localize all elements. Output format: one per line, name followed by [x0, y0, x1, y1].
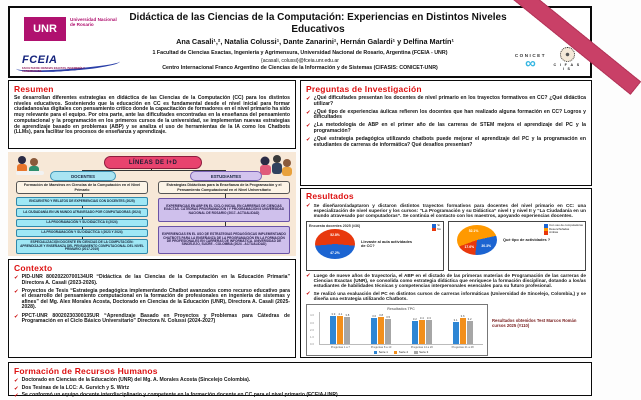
check-icon: ✔: [306, 291, 311, 298]
check-icon: ✔: [306, 137, 311, 144]
bar-wrapper: [344, 312, 350, 344]
section-resultados: [300, 188, 592, 358]
legend-label: No: [437, 226, 441, 231]
pregunta-text: ¿Qué estrategia pedagógica utilizando chatbots puede mejorar el aprendizaje del PC y la programación en estudiantes de carreras de informática? Qué desafíos presentan?: [313, 136, 586, 148]
resultado-text: Se diseñaron/adaptaron y dictaron distintos trayectos formativos para docentes del nivel primario en CC: una especialización de nivel superior y los cursos: “La Programación y su Didáctica” nivel I y nivel II y “La Ciudadanía en un mundo atravesado por computadoras”. Se continúa el contacto con los maestros, apoyando experiencias docentes.: [313, 203, 586, 219]
contexto-text: PID-UNR 80020220700134UR “Didáctica de las Ciencias de la Computación en la Educación Primaria” Directora A. Casali (2023-2026).: [21, 274, 290, 286]
affiliation-1: 1 Facultad de Ciencias Exactas, Ingeniería y Agrimensura, Universidad Nacional de Rosario, Argentina (FCEIA - UNR): [152, 50, 448, 56]
resultado-item: [306, 273, 586, 289]
contexto-text: Proyectos de Tesis “Estrategia pedagógica implementando Chatbot avanzados como recurso educativo para el desarrollo del pensamiento computacional en la formación de profesionales en ingeniería de sistemas y afines” del Mg. Alex Morales Acosta, Doctorado en Ciencias de la Educación (UNR), Directora A. Casali (2025-2028).: [21, 287, 290, 311]
resultados-heading: Resultados: [306, 191, 354, 201]
unr-name: Universidad Nacional de Rosario: [70, 17, 117, 28]
formacion-text: Se conformó un equipo docente interdisciplinario y competente en la formación docente en CC para el nivel primario (FCEIA-UNR).: [21, 392, 340, 399]
contexto-text: PPCT-UNR 80020230300135UR “Aprendizaje Basado en Proyectos y Problemas para Cátedras de Programación en el Ciclo Básico Universitario” Directora N. Colussi (2024-2027): [21, 312, 290, 325]
resultado-text: Se realizó una evaluación del PC en distintos cursos de carreras informáticas (Universidad de Sincelejo, Colombia,) y se diseña una estrategia utilizando Chatbots.: [313, 291, 586, 302]
pregunta-item: [306, 110, 586, 121]
legend-label: Serie 2: [398, 349, 409, 354]
legend-item: [544, 231, 583, 235]
bar-value-label: 3.8: [345, 312, 350, 317]
y-axis-tick: 1.0: [310, 334, 314, 339]
pie-chart-title: Encuesta docentes 2025 (#36): [309, 224, 361, 229]
pie-chart-actividades: [448, 221, 586, 271]
bar-value-label: 3.8: [379, 312, 384, 317]
authors-line: Ana Casali¹,², Natalia Colussi¹, Dante Zanarini¹, Hernán Galardi¹ y Delfina Martín¹: [176, 37, 454, 46]
fceia-logo-text: FCEIA: [22, 54, 58, 66]
resultado-item: [306, 203, 586, 219]
fceia-logo: [22, 50, 132, 72]
formacion-heading: Formación de Recursos Humanos: [14, 366, 158, 376]
pie-chart-note: Llevaste al aula actividades de CC?: [361, 238, 413, 249]
legend-chip: [544, 231, 548, 235]
contexto-heading: Contexto: [14, 263, 53, 273]
fceia-subtext: FACULTAD DE CIENCIAS EXACTAS, INGENIERÍA Y AGRIMENSURA: [22, 67, 85, 73]
bar-chart-note: Resultados obtenidos Test Marcos Román cursos 2025 (#110): [492, 317, 577, 328]
formacion-item: [14, 386, 586, 392]
pie-slice-label: 47.2%: [330, 251, 340, 256]
pie-slice-label: 52.1%: [468, 229, 479, 234]
bar-value-label: 3.1: [453, 317, 458, 322]
check-icon: ✔: [14, 378, 19, 384]
section-preguntas: [300, 80, 592, 186]
pie-graphic: [315, 229, 355, 259]
check-icon: ✔: [306, 273, 311, 280]
formacion-text: Dos Tesinas de la LCC: A. Gurvich y S. Wirtz: [21, 384, 130, 391]
bar: [412, 321, 418, 344]
bar-legend: [319, 351, 483, 355]
docentes-item-box: LA CIUDADANÍA EN UN MUNDO ATRAVESADO POR COMPUTADORAS (2024): [16, 208, 148, 217]
y-axis-tick: 4.0: [310, 313, 314, 318]
conicet-logo-text: CONICET: [514, 53, 546, 58]
check-icon: ✔: [306, 123, 311, 130]
bar-wrapper: [378, 312, 384, 344]
legend-label: Serie 1: [378, 349, 388, 354]
bar: [385, 319, 391, 344]
preguntas-heading: Preguntas de Investigación: [306, 84, 422, 94]
docentes-header-box: Formación de Maestros en Ciencias de la Computación en el Nivel Primario: [16, 181, 148, 194]
bar: [371, 318, 377, 344]
check-icon: ✔: [306, 96, 311, 102]
bar-category-label: Preguntas 8 a 13: [370, 345, 392, 349]
conicet-logo: [515, 53, 546, 70]
bar-value-label: 3.2: [467, 317, 472, 322]
y-axis-tick: 2.0: [310, 327, 314, 332]
bar-value-label: 3.2: [412, 317, 417, 322]
formacion-text: Doctorado en Ciencias de la Educación (UNR) del Mg. A. Morales Acosta (Sincelejo Colombia).: [21, 377, 251, 383]
y-axis-tick: 3.0: [310, 320, 314, 325]
legend-item: [414, 351, 428, 355]
section-formacion: [8, 362, 592, 400]
pregunta-text: ¿Qué dificultades presentan los docentes de nivel primario en los trayectos formativos en CC? ¿Qué didáctica utilizar?: [313, 95, 586, 107]
pie-graphic: [457, 225, 497, 255]
bar-value-label: 3.3: [426, 316, 431, 321]
bar: [378, 317, 384, 344]
pie-chart-encuesta: [306, 221, 444, 271]
diagram-title: LÍNEAS DE I+D: [104, 156, 202, 169]
cifasis-logo-text: C I F A S I S: [553, 63, 581, 71]
bar-chart-results: [306, 304, 488, 356]
docentes-item-box: ENCUENTRO Y RELATOS DE EXPERIENCIAS CON DOCENTES (2025): [16, 197, 148, 206]
legend-item: [374, 351, 388, 355]
legend-chip: [394, 351, 398, 355]
docentes-item-box: LA PROGRAMACIÓN Y SU DIDÁCTICA II (2024): [16, 219, 148, 227]
bar-wrapper: [385, 312, 391, 344]
cifasis-seal-icon: [560, 47, 575, 62]
check-icon: ✔: [14, 385, 19, 392]
check-icon: ✔: [14, 275, 19, 281]
bar-chart-row: [306, 304, 586, 356]
bar-wrapper: [371, 312, 377, 344]
docentes-item-box: ESPECIALIZACIÓN DOCENTE EN CIENCIAS DE LA COMPUTACIÓN: APRENDIZAJE Y ENSEÑANZA DEL PENSAMIENTO COMPUTACIONAL DEL NIVEL PRIMARIO (2017-2019): [16, 239, 148, 254]
section-contexto: [8, 259, 296, 358]
bar: [453, 322, 459, 344]
bar: [426, 320, 432, 343]
bar-value-label: 4.1: [338, 311, 343, 316]
pregunta-text: ¿La metodología de ABP en el primer año de las carreras de STEM mejora el aprendizaje del PC y la programación?: [313, 122, 586, 134]
bar-value-label: 3.6: [460, 314, 465, 319]
bar-wrapper: [453, 312, 459, 344]
docentes-pill: DOCENTES: [50, 171, 116, 181]
estudiantes-item-box: EXPERIENCIAS EN EL USO DE ESTRATEGIAS PEDAGÓGICAS IMPLEMENTANDO CHATBOTS PARA LA ENSEÑANZA DE LA PROGRAMACIÓN EN LA FORMACIÓN DE PROFESIONALES EN CARRERAS DE INFORMÁTICA. UNIVERSIDAD DE SINCELEJO, SUCRE - COLOMBIA (2024 - ACTUALIDAD): [158, 226, 290, 254]
check-icon: ✔: [306, 109, 311, 116]
estudiantes-pill: ESTUDIANTES: [190, 171, 262, 181]
bar-wrapper: [467, 312, 473, 344]
legend-item: [432, 228, 441, 232]
section-resumen: [8, 80, 296, 149]
bar-wrapper: [337, 312, 343, 344]
pie-legend: [544, 224, 583, 235]
estudiantes-header-box: Estrategias Didácticas para la Enseñanza de la Programación y el Pensamiento Computacional en el Nivel Universitario: [158, 181, 290, 194]
bar-wrapper: [460, 312, 466, 344]
check-icon: ✔: [14, 393, 19, 400]
bar-plot-area: [310, 311, 483, 349]
affiliation-2: Centro Internacional Franco Argentino de Ciencias de la Información y de Sistemas (CIFASIS: CONICET-UNR): [162, 65, 438, 71]
resultado-text: Luego de nueve años de trayectoria, el ABP en el dictado de las primeras materias de Programación de las carreras de Ciencias Exactas (UNR), se consolida como estrategia didáctica que enriquece la formación disciplinar, dotando a los/as estudiantes de habilidades técnicas y competencias interpersonales esenciales para su futuro profesional.: [313, 273, 586, 289]
bar: [330, 316, 336, 344]
legend-chip: [374, 351, 378, 355]
bar: [419, 320, 425, 344]
legend-label: Sí: [437, 223, 441, 228]
bar-group: [451, 312, 474, 349]
bar-value-label: 3.6: [372, 314, 377, 319]
bar: [344, 317, 350, 344]
bar-value-label: 3.9: [331, 312, 336, 317]
check-icon: ✔: [14, 313, 19, 320]
bar: [460, 318, 466, 344]
legend-item: [394, 351, 408, 355]
formacion-item: [14, 378, 586, 384]
bar-chart-title: Resultados TPC: [387, 306, 415, 311]
pregunta-item: [306, 96, 586, 107]
pie-slice-label: 52.8%: [330, 232, 340, 237]
bar-wrapper: [412, 312, 418, 344]
poster-title: Didáctica de las Ciencias de la Computación: Experiencias en Distintos Niveles Educativos: [129, 12, 507, 35]
pie-slice-label: 17.6%: [464, 245, 475, 250]
bar-group: [370, 312, 392, 349]
check-icon: ✔: [14, 288, 19, 295]
y-axis-tick: 0.0: [310, 341, 314, 346]
legend-label: Desenchufadas: [549, 226, 570, 231]
legend-label: Serie 3: [419, 349, 429, 354]
pie-charts-row: [306, 221, 586, 271]
bar-wrapper: [419, 312, 425, 344]
bar-category-label: Preguntas 14 a 20: [410, 345, 433, 349]
bar-category-label: Preguntas 21 a 28: [451, 345, 474, 349]
resumen-text: Se desarrollan diferentes estrategias en didáctica de las Ciencias de la Computación (CC) para los distintos niveles educativos. Sosteniendo que la educación en CC es fundamental desde el nivel inicial para formar ciudadanos/as digitales con pensamiento crítico donde la capacitación de formadores en el nivel primario ha sido muy relevante para el equipo. Por otra parte, ante las dificultades encontradas en la enseñanza del pensamiento computacional y la programación en los primeros cursos de la universidad, se implementan nuevas estrategias de aprendizaje basado en problemas (ABP) y se analiza el uso de herramientas de la IA como los Chatbots (LLMs), para facilitar los procesos de enseñanza y aprendizaje.: [14, 95, 290, 136]
conicet-infinity-icon: ∞: [525, 55, 536, 72]
bar: [467, 321, 473, 344]
bar-category-label: Preguntas 1 a 7: [330, 345, 350, 349]
bar-value-label: 3.4: [419, 315, 424, 320]
resultado-item: [306, 291, 586, 301]
contexto-item: [14, 289, 290, 311]
lineas-id-diagram: [8, 152, 296, 256]
contexto-item: [14, 275, 290, 286]
legend-chip: [432, 228, 436, 232]
estudiantes-item-box: EXPERIENCIAS EN ABP EN EL CICLO INICIAL EN CARRERAS DE CIENCIAS EXACTAS. CÁTEDRAS PROGRAMACIÓN I Y PROGRAMACIÓN II UNIVERSIDAD NACIONAL DE ROSARIO (2017- ACTUALIDAD): [158, 198, 290, 222]
pie-slice-label: 30.3%: [481, 244, 491, 249]
resumen-heading: Resumen: [14, 84, 54, 94]
legend-chip: [414, 351, 418, 355]
bar-group: [410, 312, 433, 349]
unr-logo: UNR: [24, 17, 66, 41]
pregunta-text: ¿Qué tipo de experiencias áulicas refieren los docentes que han realizado alguna formación en CC? Logros y dificultades: [313, 108, 586, 121]
bar-value-label: 3.5: [386, 315, 391, 319]
check-icon: ✔: [306, 203, 311, 209]
bar-wrapper: [330, 312, 336, 344]
contexto-item: [14, 314, 290, 325]
pregunta-item: [306, 137, 586, 148]
people-illustration-left: [14, 154, 50, 176]
legend-label: Con uso de computadoras: [549, 223, 583, 228]
poster-header: [8, 6, 592, 78]
bar-group: [330, 311, 350, 349]
bar-wrapper: [426, 312, 432, 344]
pie-chart-note: Qué tipo de actividades ?: [503, 236, 551, 242]
formacion-item: [14, 393, 586, 399]
pregunta-item: [306, 123, 586, 134]
bar: [337, 316, 343, 344]
legend-label: Ambas: [549, 230, 559, 235]
docentes-item-box: LA PROGRAMACIÓN Y SU DIDÁCTICA I (2023 Y 2024): [16, 229, 148, 237]
email-line: {acasali, colussi}@fceia.unr.edu.ar: [261, 58, 339, 64]
pie-legend: [432, 224, 441, 231]
